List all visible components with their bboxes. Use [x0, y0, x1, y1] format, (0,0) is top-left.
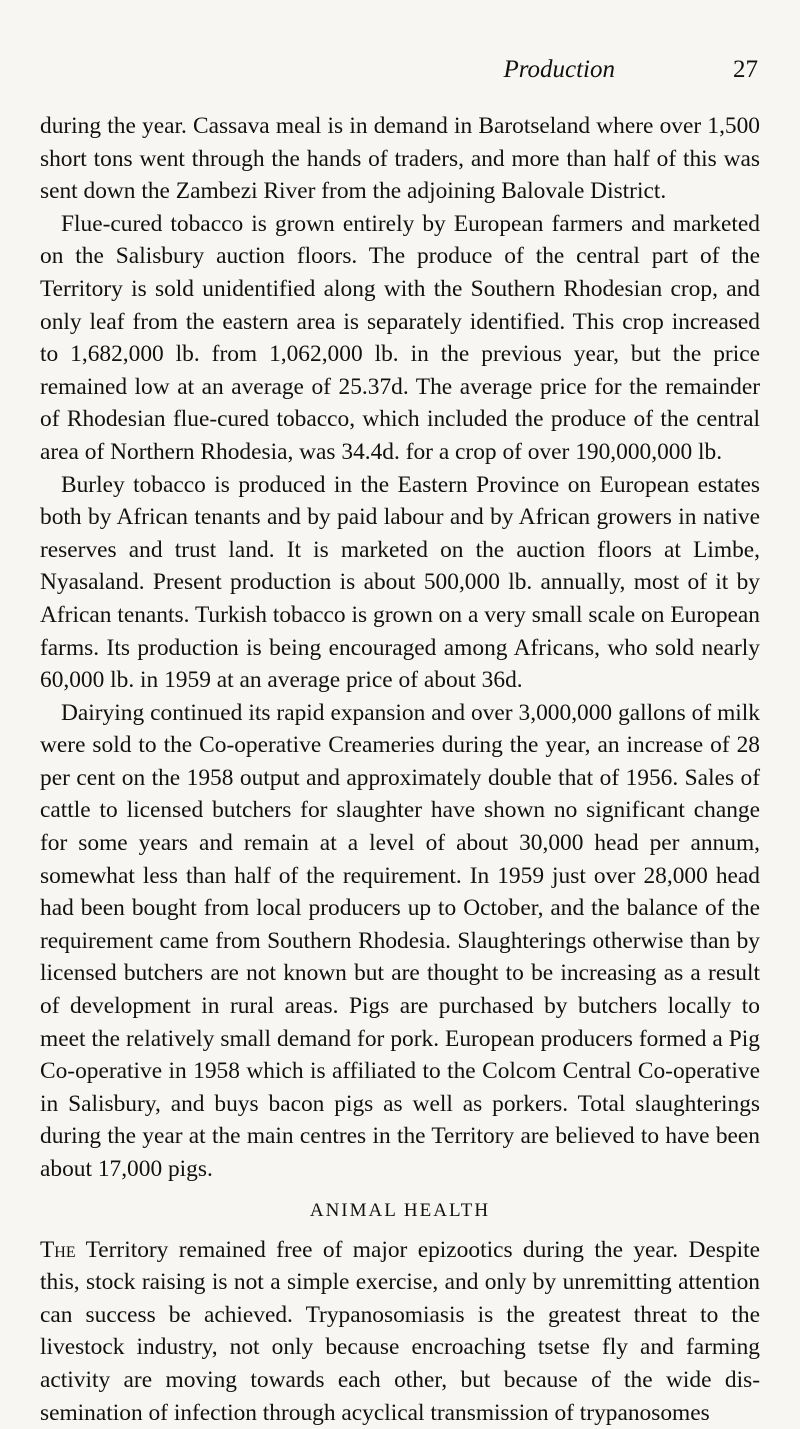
paragraph-animal-health — [40, 1234, 760, 1429]
paragraph-burley-tobacco: Burley tobacco is produced in the Eastern Province on European estates both by African tenants and by paid labour and by African growers in native reserves and trust land. It is marketed on the auction floors at Limbe, Nyasaland. Present production is about 500,000 lb. annually, most of it by African tenants. Turkish tobacco is grown on a very small scale on European farms. Its production is being encouraged among Africans, who sold nearly 60,000 lb. in 1959 at an average price of about 36d. — [40, 471, 760, 694]
section-paragraph-text: Territory remained free of major epizootics during the year. Despite this, stock raising is not a simple exercise, and only by unremitting attention can success be achieved. Trypanosomiasis is the greatest threat to the livestock industry, not only because encroaching tsetse fly and farming activity are moving towards each other, but because of the wide dissemination of infection through acyclical transmission of trypanosomes — [40, 1236, 760, 1426]
body-text — [40, 110, 760, 1429]
header-title: Production — [503, 56, 615, 83]
section-lead-word: The — [40, 1236, 76, 1263]
running-header — [40, 56, 760, 96]
section-heading: ANIMAL HEALTH — [309, 1199, 491, 1221]
page-number: 27 — [733, 56, 758, 83]
paragraph-cassava: during the year. Cassava meal is in demand in Barotseland where over 1,500 short tons went through the hands of traders, and more than half of this was sent down the Zambezi River from the adjoining Balovale District. — [40, 113, 760, 205]
paragraph-flue-cured-tobacco: Flue-cured tobacco is grown entirely by European farmers and marketed on the Salisbury auction floors. The produce of the central part of the Territory is sold unidentified along with the Southern Rhodesian crop, and only leaf from the eastern area is separately identified. This crop increased to 1,682,000 lb. from 1,062,000 lb. in the previous year, but the price remained low at an average of 25.37d. The average price for the remainder of Rhodesian flue-cured tobacco, which included the produce of the central area of Northern Rhodesia, was 34.4d. for a crop of over 190,000,000 lb. — [40, 210, 760, 465]
paragraph-dairying: Dairying continued its rapid expansion and over 3,000,000 gallons of milk were sold to the Co-operative Creameries during the year, an increase of 28 per cent on the 1958 output and approximately double that of 1956. Sales of cattle to licensed butchers for slaughter have shown no significant change for some years and remain at a level of about 30,000 head per annum, somewhat less than half of the requirement. In 1959 just over 28,000 head had been bought from local producers up to October, and the balance of the requirement came from Southern Rhodesia. Slaughterings otherwise than by licensed butchers are not known but are thought to be increasing as a result of development in rural areas. Pigs are purchased by butchers locally to meet the relatively small demand for pork. European producers formed a Pig Co-operative in 1958 which is affiliated to the Colcom Central Co-operative in Salisbury, and buys bacon pigs as well as porkers. Total slaughterings during the year at the main centres in the Territory are believed to have been about 17,000 pigs. — [40, 699, 760, 1182]
